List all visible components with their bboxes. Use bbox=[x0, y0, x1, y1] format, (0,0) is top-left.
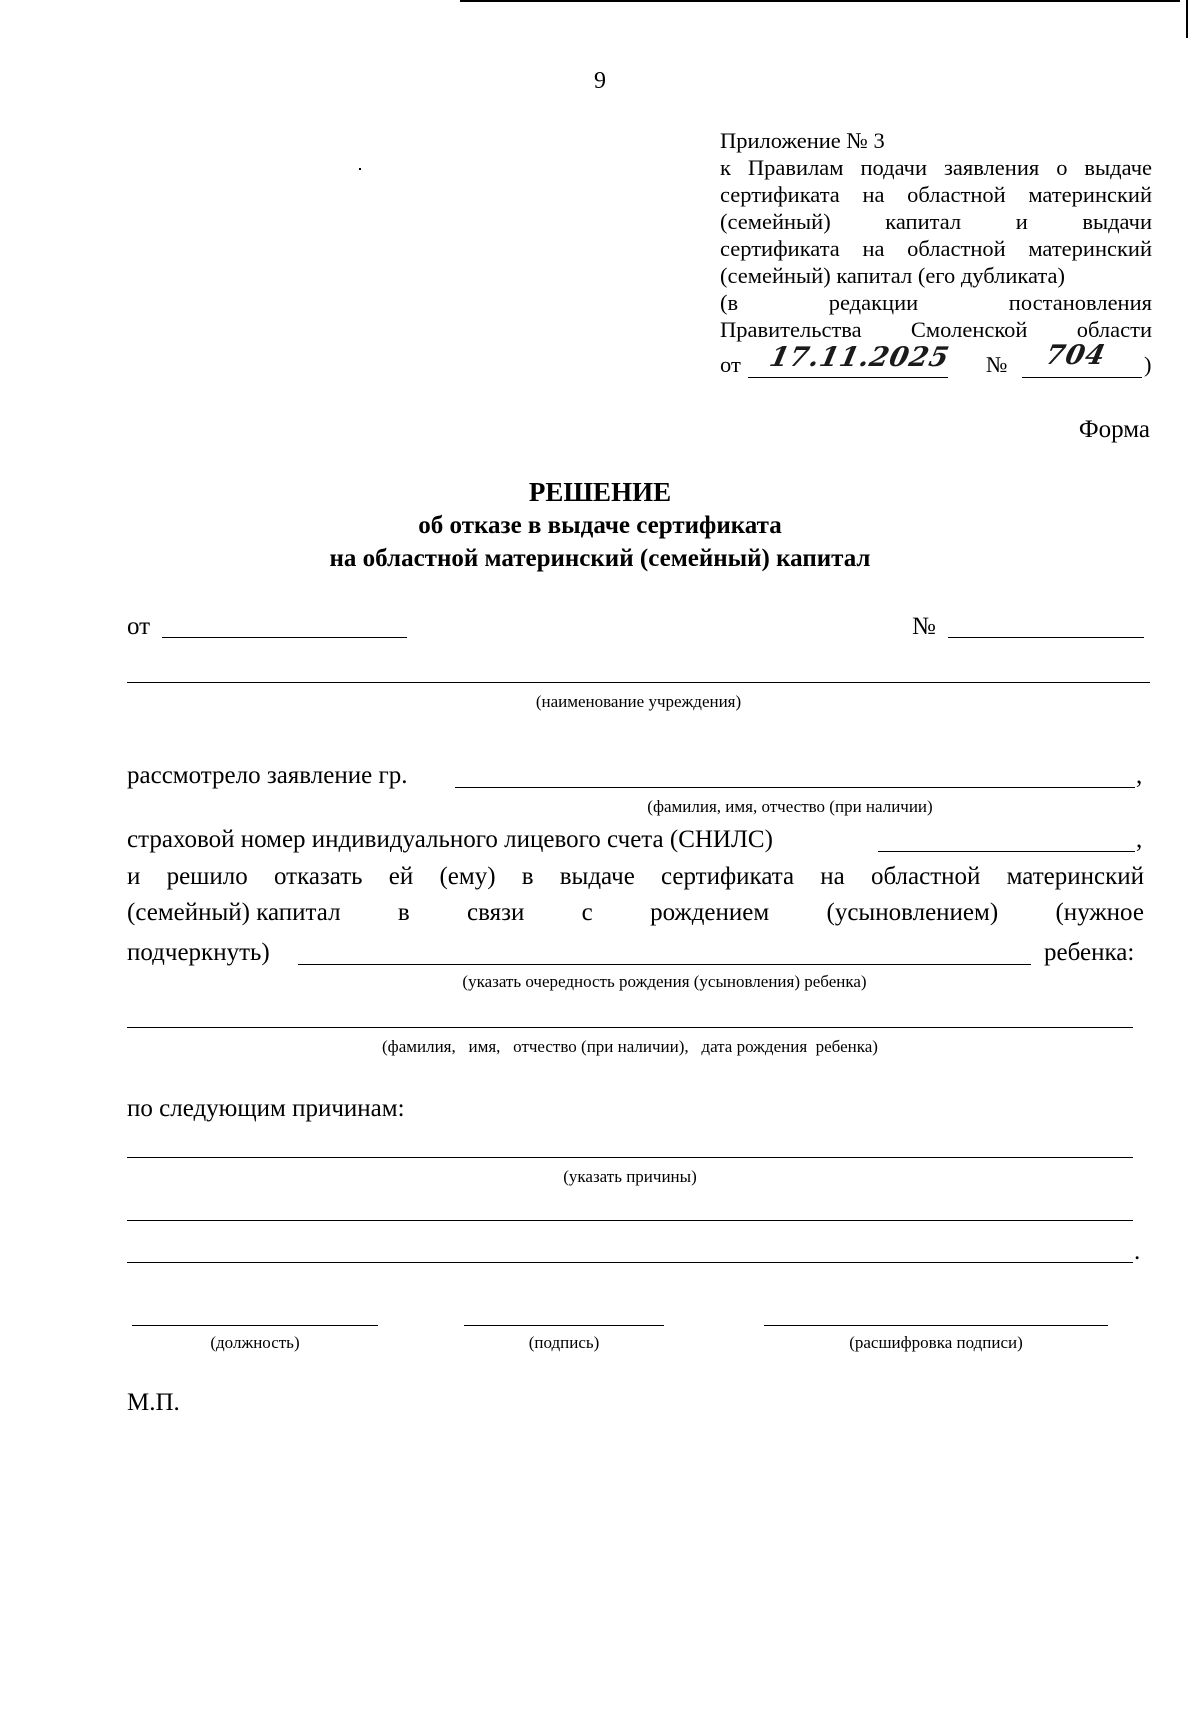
applicant-name-field[interactable] bbox=[455, 787, 1135, 788]
appendix-line-3: сертификата на областной материнский bbox=[720, 182, 1152, 207]
child-order-label: (указать очередность рождения (усыновления) ребенка) bbox=[462, 972, 867, 991]
comma-2: , bbox=[1136, 826, 1143, 853]
child-word: ребенка: bbox=[1044, 939, 1135, 966]
title-line-2: об отказе в выдаче сертификата bbox=[418, 512, 782, 539]
child-order-field[interactable] bbox=[298, 964, 1031, 965]
stray-dot bbox=[359, 168, 361, 170]
appendix-date-handwritten: 17.11.2025 bbox=[766, 342, 953, 373]
position-field[interactable] bbox=[132, 1325, 378, 1326]
appendix-line-5: сертификата на областной материнский bbox=[720, 236, 1152, 261]
child-fio-field[interactable] bbox=[127, 1027, 1133, 1028]
appendix-line-8: Правительства Смоленской области bbox=[720, 317, 1152, 342]
appendix-number-underline bbox=[1022, 377, 1142, 378]
appendix-number-label: № bbox=[986, 352, 1008, 377]
comma-1: , bbox=[1136, 762, 1143, 789]
form-label: Форма bbox=[1078, 416, 1150, 443]
reasons-period: . bbox=[1134, 1238, 1141, 1265]
underline-word: подчеркнуть) bbox=[127, 939, 270, 966]
appendix-line-6: (семейный) капитал (его дубликата) bbox=[720, 263, 1065, 288]
reasons-field-1[interactable] bbox=[127, 1157, 1133, 1158]
appendix-line-4: (семейный) капитал и выдачи bbox=[720, 209, 1152, 234]
reasons-field-2[interactable] bbox=[127, 1220, 1133, 1221]
signature-label: (подпись) bbox=[528, 1333, 600, 1352]
capital-word-2: в bbox=[397, 899, 410, 926]
stamp-place: М.П. bbox=[127, 1389, 180, 1416]
reviewed-text: рассмотрело заявление гр. bbox=[127, 762, 408, 789]
signature-decoding-field[interactable] bbox=[764, 1325, 1108, 1326]
capital-word-3: связи bbox=[467, 899, 525, 926]
appendix-date-underline bbox=[748, 377, 948, 378]
snils-field[interactable] bbox=[878, 851, 1135, 852]
decision-number-field[interactable] bbox=[948, 637, 1144, 638]
appendix-closing-paren: ) bbox=[1144, 352, 1152, 377]
appendix-line-7: (в редакции постановления bbox=[720, 290, 1152, 315]
decision-number-label: № bbox=[912, 613, 936, 640]
appendix-block bbox=[720, 127, 1152, 343]
capital-word-5: рождением bbox=[650, 899, 770, 926]
title-line-1: РЕШЕНИЕ bbox=[528, 477, 672, 507]
capital-line bbox=[127, 898, 1144, 928]
signature-decoding-label: (расшифровка подписи) bbox=[849, 1333, 1023, 1352]
decision-date-field[interactable] bbox=[162, 637, 407, 638]
position-label: (должность) bbox=[210, 1333, 300, 1352]
child-fio-label: (фамилия, имя, отчество (при наличии), дата рождения ребенка) bbox=[382, 1037, 878, 1056]
appendix-line-2: к Правилам подачи заявления о выдаче bbox=[720, 155, 1152, 180]
institution-field[interactable] bbox=[127, 682, 1150, 683]
snils-text: страховой номер индивидуального лицевого счета (СНИЛС) bbox=[127, 826, 773, 853]
appendix-date-row bbox=[720, 340, 1160, 380]
decision-from-label: от bbox=[127, 613, 151, 640]
scan-edge-top bbox=[460, 0, 1180, 2]
appendix-from-label: от bbox=[720, 352, 741, 377]
scan-edge-right bbox=[1186, 0, 1188, 38]
decided-line: и решило отказать ей (ему) в выдаче сертификата на областной материнский bbox=[127, 863, 1144, 890]
reasons-field-3[interactable] bbox=[127, 1262, 1133, 1263]
page-number: 9 bbox=[594, 68, 606, 94]
reasons-label: (указать причины) bbox=[563, 1167, 697, 1186]
institution-label: (наименование учреждения) bbox=[535, 692, 742, 711]
title-line-3: на областной материнский (семейный) капитал bbox=[329, 545, 871, 572]
capital-word-6: (усыновлением) bbox=[826, 899, 999, 926]
signature-field[interactable] bbox=[464, 1325, 664, 1326]
appendix-line-1: Приложение № 3 bbox=[720, 128, 885, 153]
capital-word-1: (семейный) капитал bbox=[127, 899, 341, 926]
document-title bbox=[0, 475, 1200, 575]
capital-word-4: с bbox=[581, 899, 593, 926]
appendix-number-handwritten: 704 bbox=[1042, 340, 1109, 371]
reasons-intro: по следующим причинам: bbox=[127, 1095, 405, 1122]
capital-word-7: (нужное bbox=[1055, 899, 1144, 926]
decided-text bbox=[127, 862, 1144, 892]
applicant-fio-label: (фамилия, имя, отчество (при наличии) bbox=[647, 797, 933, 816]
